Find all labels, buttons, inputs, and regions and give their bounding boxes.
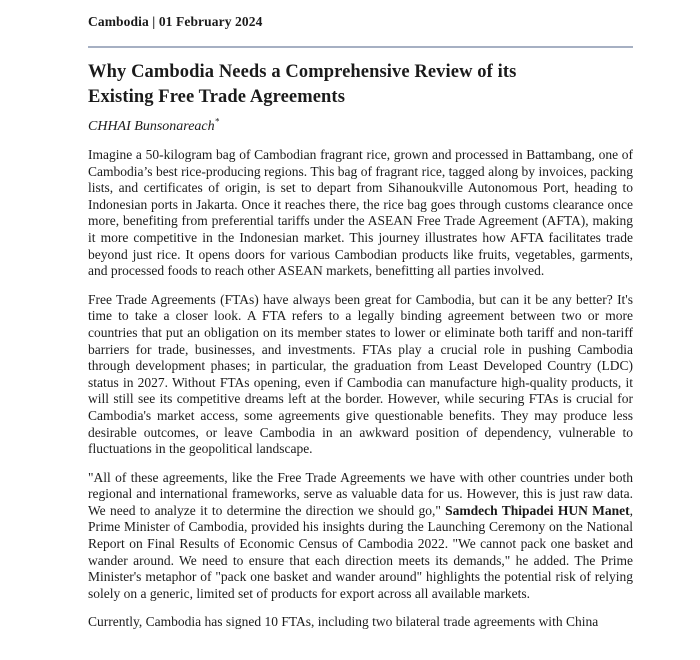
prime-minister-name: Samdech Thipadei HUN Manet [445,502,630,518]
paragraph-3-text-before: "All of these agreements, like the Free Trade Agreements we have with other countries under both regional and international frameworks, serve as valuable data for us. However, this is just raw data. We need to analyze it to determine the direction we should go," [88,469,633,518]
article-title-line2: Existing Free Trade Agreements [88,87,345,107]
author-byline [88,118,633,135]
article-title-line1: Why Cambodia Needs a Comprehensive Review of its [88,62,517,82]
dateline: Cambodia | 01 February 2024 [88,14,263,29]
paragraph-4-truncated: Currently, Cambodia has signed 10 FTAs, including two bilateral trade agreements with China [88,614,599,630]
article-body [88,147,633,631]
author-footnote-marker: * [214,116,220,127]
author-name: CHHAI Bunsonareach [88,119,215,134]
paragraph-3 [88,470,633,603]
header-divider [88,46,633,48]
paragraph-2: Free Trade Agreements (FTAs) have always been great for Cambodia, but can it be any better? It's time to take a closer look. A FTA refers to a legally binding agreement between two or more countries that put an obligation on its member states to lower or eliminate both tariff and non-tariff barriers for trade, businesses, and investments. FTAs play a crucial role in pushing Cambodia through development phases; in particular, the graduation from Least Developed Country (LDC) status in 2027. Without FTAs opening, even if Cambodia can manufacture high-quality products, it will still see its competitive dreams left at the border. However, while securing FTAs is crucial for Cambodia's market access, some agreements give questionable benefits. They may produce less desirable outcomes, or leave Cambodia in an awkward position of dependency, vulnerable to fluctuations in the geopolitical landscape. [88,291,633,457]
paragraph-3-text-after: , Prime Minister of Cambodia, provided his insights during the Launching Ceremony on the National Report on Final Results of Economic Census of Cambodia 2022. "We cannot pack one basket and wander around. We need to ensure that each direction meets its demands," he added. The Prime Minister's metaphor of "pack one basket and wander around" highlights the potential risk of relying solely on a generic, limited set of products for export across all available markets. [88,502,633,601]
article-title [88,60,633,110]
paragraph-1: Imagine a 50-kilogram bag of Cambodian fragrant rice, grown and processed in Battambang, one of Cambodia’s best rice-producing regions. This bag of fragrant rice, tagged along by invoices, packing lists, and certificates of origin, is set to depart from Sihanoukville Autonomous Port, heading to Indonesian ports in Jakarta. Once it reaches there, the rice bag goes through customs clearance once more, benefiting from preferential tariffs under the ASEAN Free Trade Agreement (AFTA), making it more competitive in the Indonesian market. This journey illustrates how AFTA facilitates trade beyond just rice. It opens doors for various Cambodian products like fruits, vegetables, garments, and processed foods to reach other ASEAN markets, benefitting all parties involved. [88,147,633,279]
